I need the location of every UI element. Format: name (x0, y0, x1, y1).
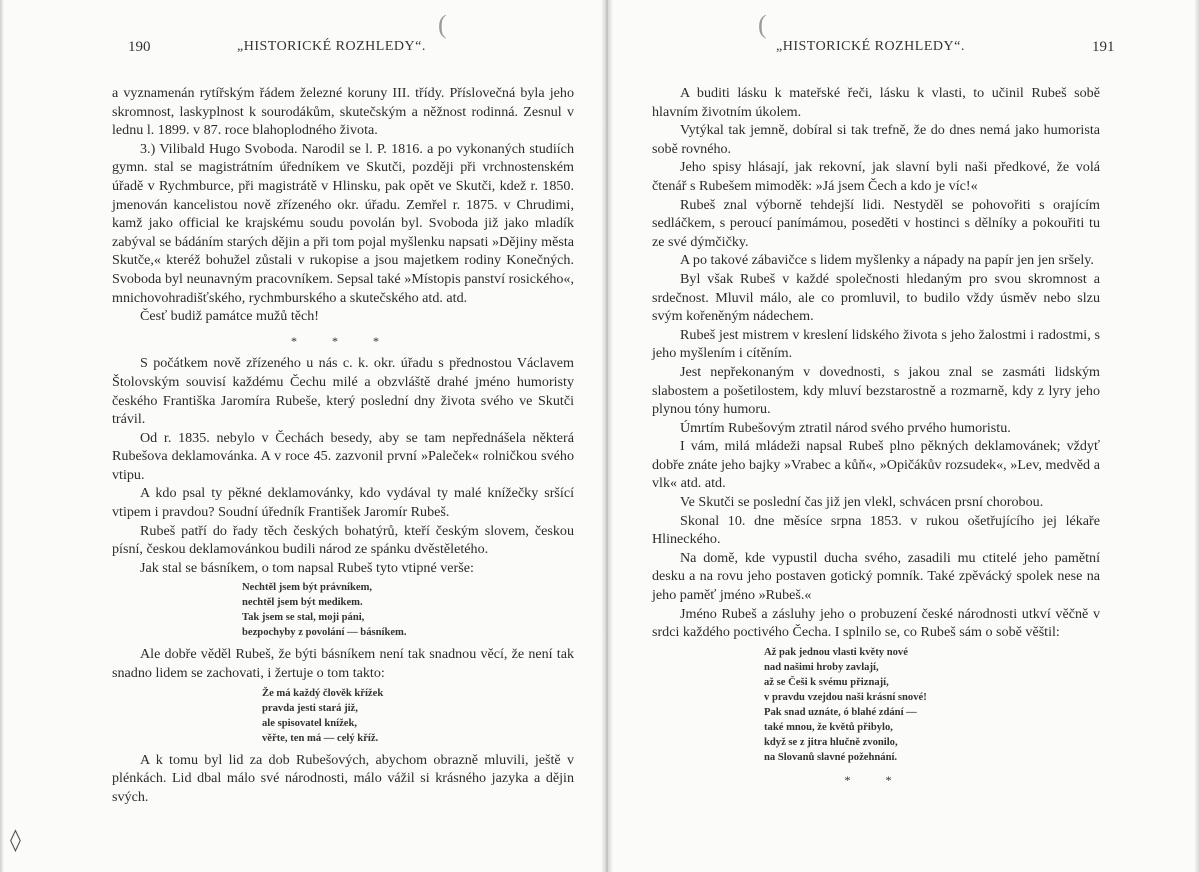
paragraph: I vám, milá mládeži napsal Rubeš plno pěkných deklamovánek; vždyť dobře znáte jeho bajky »Vrabec a kůň«, »Opičákův rozsudek«, »Lev, medvěd a vlk« atd. atd. (652, 438, 1100, 492)
page-edge-shadow (0, 0, 4, 872)
poem-line: Až pak jednou vlasti květy nové (764, 646, 908, 658)
poem-line: bezpochyby z povolání — básníkem. (242, 627, 407, 639)
paragraph: Ve Skutči se poslední čas již jen vlekl, schvácen prsní chorobou. (680, 494, 1044, 511)
poem-line: pravda jesti stará již, (262, 702, 358, 714)
paragraph: Od r. 1835. nebylo v Čechách besedy, aby se tam nepřednášela některá Rubešova deklamovánka. A v roce 45. zazvonil první »Paleček« rolničkou svého vtipu. (112, 429, 574, 483)
paragraph: A buditi lásku k mateřské řeči, lásku k vlasti, to učinil Rubeš sobě hlavním životním úkolem. (652, 85, 1100, 120)
left-page-text (112, 84, 574, 806)
poem-line: když se z jitra hlučně zvonilo, (764, 736, 898, 748)
page-edge-shadow (1194, 0, 1200, 872)
paragraph: 3.) Vilibald Hugo Svoboda. Narodil se l. P. 1816. a po vykonaných studiích gymn. stal se magistrátním úředníkem ve Skutči, později při vrchnostenském úřadě v Rychmburce, při magistrátě v Hlinsku, pak opět ve Skutči, kdež r. 1850. jmenován kancelistou nově zřízeného okr. úřadu. Zemřel r. 1875. v Chrudimi, kamž jako official ke krajskému soudu povolán byl. Svoboda již jako mladík zabýval se bádáním starých dějin a při tom pojal myšlenku napsati »Dějiny města Skutče,« kteréž bohužel zůstali v rukopise a jsou majetkem rodiny Konečných. Svoboda byl neunavným pracovníkem. Sepsal také »Místopis panství rosického«, mnichovohradišťského, rychmburského a skutečského atd. atd. (112, 140, 574, 306)
paragraph: Jak stal se básníkem, o tom napsal Rubeš tyto vtipné verše: (140, 559, 474, 576)
running-head: „HISTORICKÉ ROZHLEDY“. (776, 39, 965, 54)
poem-line: ale spisovatel knížek, (262, 717, 358, 729)
right-page-text (652, 84, 1100, 793)
poem-line: Nechtěl jsem být právníkem, (242, 582, 373, 594)
page-number: 190 (128, 39, 151, 55)
paragraph: a vyznamenán rytířským řádem železné koruny III. třídy. Příslovečná byla jeho skromnost, laskyplnost k sourodákům, skutečským a něžnost rodinná. Zesnul v lednu l. 1899. v 87. roce blahoplodného života. (112, 85, 574, 139)
poem-line: Pak snad uznáte, ó blahé zdání — (764, 706, 917, 718)
poem-line: Tak jsem se stal, moji páni, (242, 612, 365, 624)
poem (112, 686, 574, 746)
poem-line: také mnou, že květů přibylo, (764, 721, 893, 733)
margin-mark: ( (758, 10, 767, 39)
paragraph: A po takové zábavičce s lidem myšlenky a nápady na papír jen jen sršely. (680, 252, 1094, 269)
paragraph: Ale dobře věděl Rubeš, že býti básníkem není tak snadnou věcí, že není tak snadno lidem se zachovati, i žertuje o tom takto: (112, 646, 574, 682)
running-head: „HISTORICKÉ ROZHLEDY“. (237, 39, 426, 54)
paragraph: A kdo psal ty pěkné deklamovánky, kdo vydával ty malé knížečky sršící vtipem i pravdou? Soudní úředník František Jaromír Rubeš. (112, 485, 574, 521)
poem (652, 645, 1100, 765)
paragraph: S počátkem nově zřízeného u nás c. k. okr. úřadu s přednostou Václavem Štolovským souvisí každému Čechu milé a obzvláště drahé jméno humoristy českého Františka Jaromíra Rubeše, který poslední dny života svého ve Skutči trávil. (112, 355, 574, 428)
section-divider: * * * (291, 333, 395, 348)
paragraph: A k tomu byl lid za dob Rubešových, abychom obrazně mluvili, ještě v plénkách. Lid dbal málo své národnosti, málo vážil si krásného jazyka a dějin svých. (112, 751, 574, 805)
poem-line: nechtěl jsem být medikem. (242, 597, 363, 609)
section-divider: * * (844, 772, 908, 787)
paragraph: Byl však Rubeš v každé společnosti hledaným pro svou skromnost a srdečnost. Mluvil málo, ale co promluvil, to budilo vždy úsměv nebo slzu svým kořeněným nádechem. (652, 270, 1100, 325)
paragraph: Rubeš znal výborně tehdejší lidi. Nestyděl se pohovořiti s orajícím sedláčkem, s peroucí panímámou, poseděti v hostinci s dělníky a pokouřiti tu ze své dýmčičky. (652, 196, 1100, 250)
paragraph: Jest nepřekonaným v dovednosti, s jakou znal se zasmáti lidským slabostem a pošetilostem, kdy mluví bezstarostně a rozmarně, kdy z lyry jeho plynou tóny humoru. (652, 363, 1100, 418)
poem-line: na Slovanů slavné požehnání. (764, 751, 898, 763)
poem-line: Že má každý člověk křížek (262, 687, 384, 699)
paragraph: Vytýkal tak jemně, dobíral si tak trefně, že do dnes nemá jako humorista sobě rovného. (652, 122, 1100, 157)
right-page (606, 0, 1200, 872)
paragraph: Jméno Rubeš a zásluhy jeho o probuzení české národnosti utkví věčně v srdci každého poctivého Čecha. I splnilo se, co Rubeš sám o sobě věštil: (652, 605, 1100, 641)
poem-line: až se Češi k svému přiznají, (764, 676, 889, 688)
poem-line: v pravdu vzejdou naši krásní snové! (764, 691, 927, 703)
paragraph: Jeho spisy hlásají, jak rekovní, jak slavní byli naši předkové, že volá čtenář s Rubešem mimoděk: »Já jsem Čech a kdo je víc!« (652, 159, 1100, 194)
paragraph: Skonal 10. dne měsíce srpna 1853. v rukou ošetřujícího jej lékaře Hlineckého. (652, 512, 1100, 548)
poem-line: věřte, ten má — celý kříž. (262, 732, 379, 744)
book-gutter (601, 0, 613, 872)
paragraph: Česť budiž památce mužů těch! (140, 308, 319, 325)
corner-mark: ◊ (10, 828, 21, 853)
paragraph: Rubeš jest mistrem v kreslení lidského života s jeho žalostmi i radostmi, s jeho myšlením i cítěním. (652, 326, 1100, 362)
paragraph: Na domě, kde vypustil ducha svého, zasadili mu ctitelé jeho pamětní desku a na rovu jeho postaven gotický pomník. Také zpěvácký spolek nese na jeho paměť jméno »Rubeš.« (652, 549, 1100, 604)
poem-line: nad našimi hroby zavlají, (764, 661, 879, 673)
poem (112, 580, 574, 640)
page-number: 191 (1092, 39, 1115, 55)
margin-mark: ( (438, 10, 447, 39)
paragraph: Úmrtím Rubešovým ztratil národ svého prvého humoristu. (680, 419, 1011, 436)
paragraph: Rubeš patří do řady těch českých bohatýrů, kteří českým slovem, českou písní, českou deklamovánkou budili národ ze spánku dvěstěletého. (112, 522, 574, 558)
